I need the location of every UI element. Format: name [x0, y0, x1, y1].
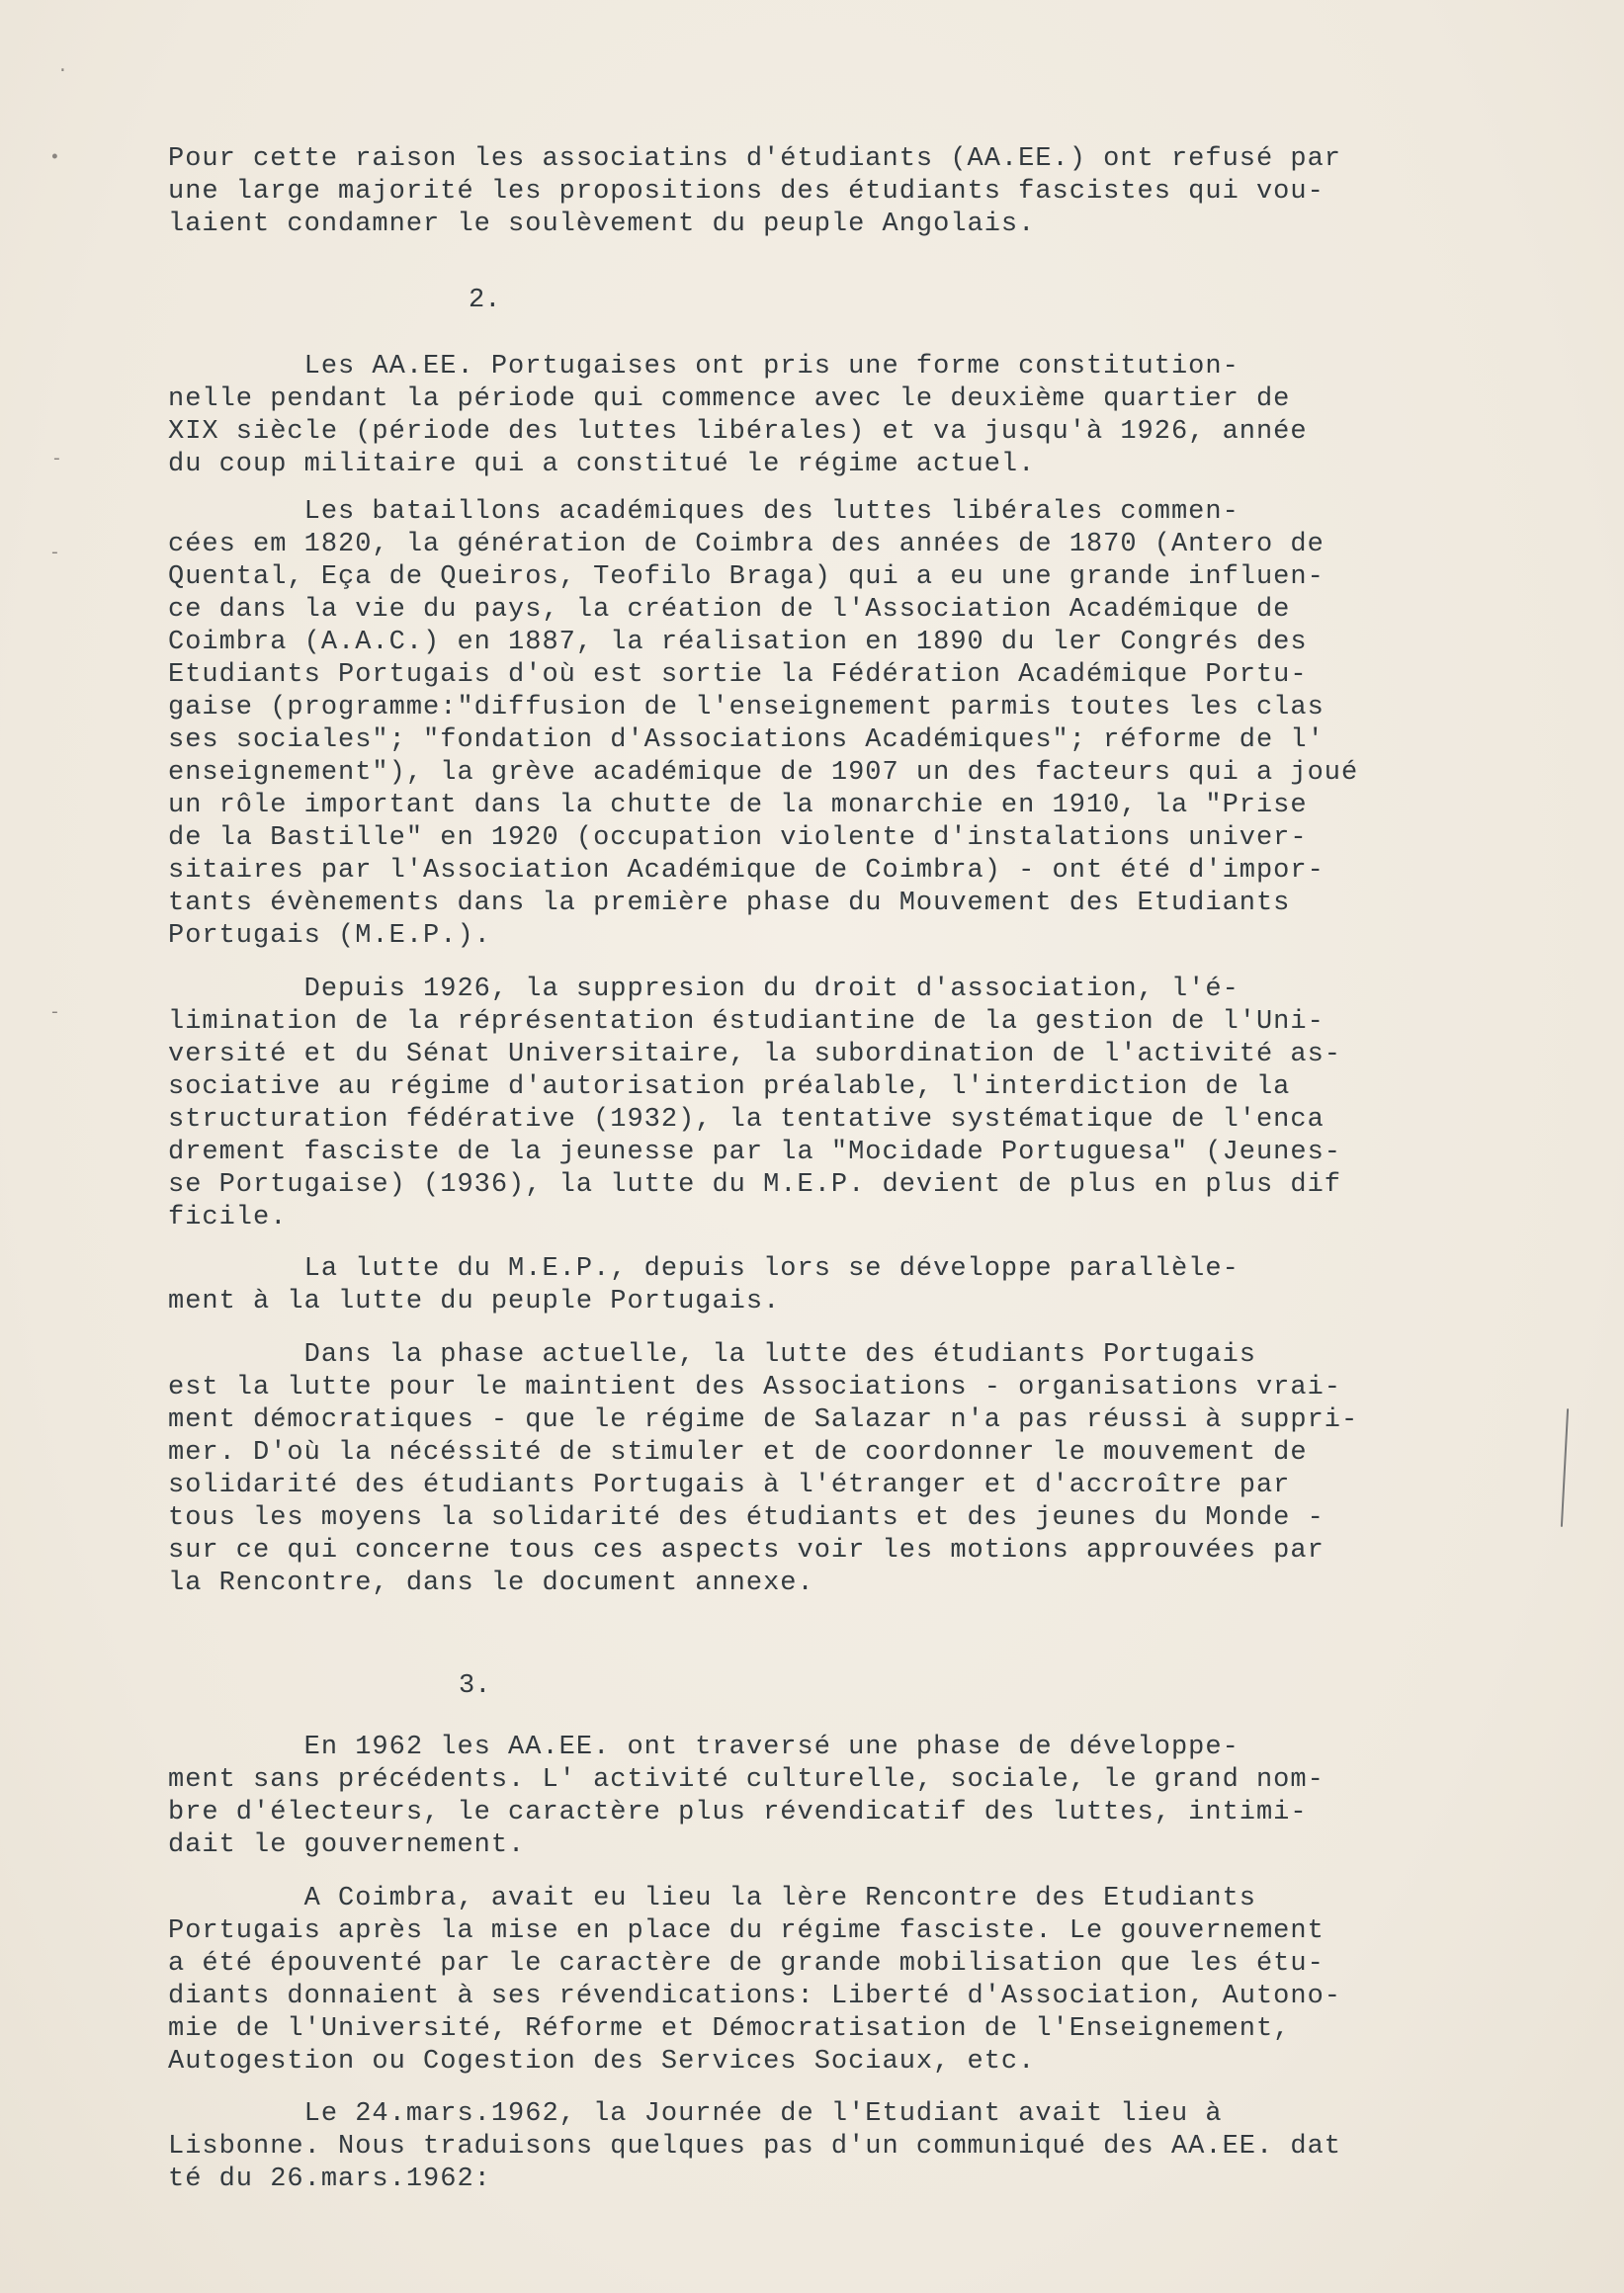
paragraph-since-1926: Depuis 1926, la suppresion du droit d'association, l'é- limination de la réprésentation éstudiantine de la gestion de l'Uni- versité et du Sénat Universitaire, la subordination de l'activité as- sociative au régime d'autorisation préalable, l'interdiction de la structuration fédérative (1932), la tentative systématique de l'enca drement fasciste de la jeunesse par la "Mocidade Portuguesa" (Jeunes- se Portugaise) (1936), la lutte du M.E.P. devient de plus en plus dif ficile.	[168, 975, 1341, 1232]
paragraph-1962-development: En 1962 les AA.EE. ont traversé une phase de développe- ment sans précédents. L' activité culturelle, sociale, le grand nom- bre d'électeurs, le caractère plus révendicatif des luttes, intimi- dait le gouvernement.	[168, 1733, 1325, 1860]
margin-mark: ·	[57, 61, 68, 81]
paragraph-parallel-struggle: La lutte du M.E.P., depuis lors se développe parallèle- ment à la lutte du peuple Portugais.	[168, 1254, 1239, 1316]
paragraph-student-day: Le 24.mars.1962, la Journée de l'Etudiant avait lieu à Lisbonne. Nous traduisons quelques pas d'un communiqué des AA.EE. dat té du 26.mars.1962:	[168, 2099, 1341, 2194]
section-number-2: 2.	[469, 286, 501, 315]
margin-mark: •	[49, 148, 60, 168]
paragraph-current-phase: Dans la phase actuelle, la lutte des étudiants Portugais est la lutte pour le maintient des Associations - organisations vrai- ment démocratiques - que le régime de Salazar n'a pas réussi à suppri- mer. D'où la nécéssité de stimuler et de coordonner le mouvement de solidarité des étudiants Portugais à l'étranger et d'accroître par tous les moyens la solidarité des étudiants et des jeunes du Monde - sur ce qui concerne tous ces aspects voir les motions approuvées par la Rencontre, dans le document annexe.	[168, 1340, 1359, 1598]
margin-mark: -	[49, 544, 60, 563]
paragraph-coimbra-meeting: A Coimbra, avait eu lieu la lère Rencontre des Etudiants Portugais après la mise en place du régime fasciste. Le gouvernement a été épouventé par le caractère de grande mobilisation que les étu- diants donnaient à ses révendications: Liberté d'Association, Autono- mie de l'Université, Réforme et Démocratisation de l'Enseignement, Autogestion ou Cogestion des Services Sociaux, etc.	[168, 1884, 1341, 2077]
section-number-3: 3.	[459, 1671, 491, 1701]
paragraph-first-phase-history: Les bataillons académiques des luttes libérales commen- cées em 1820, la génération de Coimbra des années de 1870 (Antero de Quental, Eça de Queiros, Teofilo Braga) qui a eu une grande influen- ce dans la vie du pays, la création de l'Association Académique de Coimbra (A.A.C.) en 1887, la réalisation en 1890 du ler Congrés des Etudiants Portugais d'où est sortie la Fédération Académique Portu- gaise (programme:"diffusion de l'enseignement parmis toutes les clas ses sociales"; "fondation d'Associations Académiques"; réforme de l' enseignement"), la grève académique de 1907 un des facteurs qui a joué un rôle important dans la chutte de la monarchie en 1910, la "Prise de la Bastille" en 1920 (occupation violente d'instalations univer- sitaires par l'Association Académique de Coimbra) - ont été d'impor- tants évènements dans la première phase du Mouvement des Etudiants Portugais (M.E.P.).	[168, 497, 1359, 951]
margin-pencil-line	[1561, 1408, 1569, 1527]
margin-mark: -	[49, 1003, 60, 1023]
paragraph-constitutional-form: Les AA.EE. Portugaises ont pris une forme constitution- nelle pendant la période qui commence avec le deuxième quartier de XIX siècle (période des luttes libérales) et va jusqu'à 1926, année du coup militaire qui a constitué le régime actuel.	[168, 352, 1308, 479]
margin-mark: -	[51, 450, 62, 469]
paragraph-angola-refusal: Pour cette raison les associatins d'étudiants (AA.EE.) ont refusé par une large majorité les propositions des étudiants fascistes qui vou- laient condamner le soulèvement du peuple Angolais.	[168, 144, 1341, 239]
